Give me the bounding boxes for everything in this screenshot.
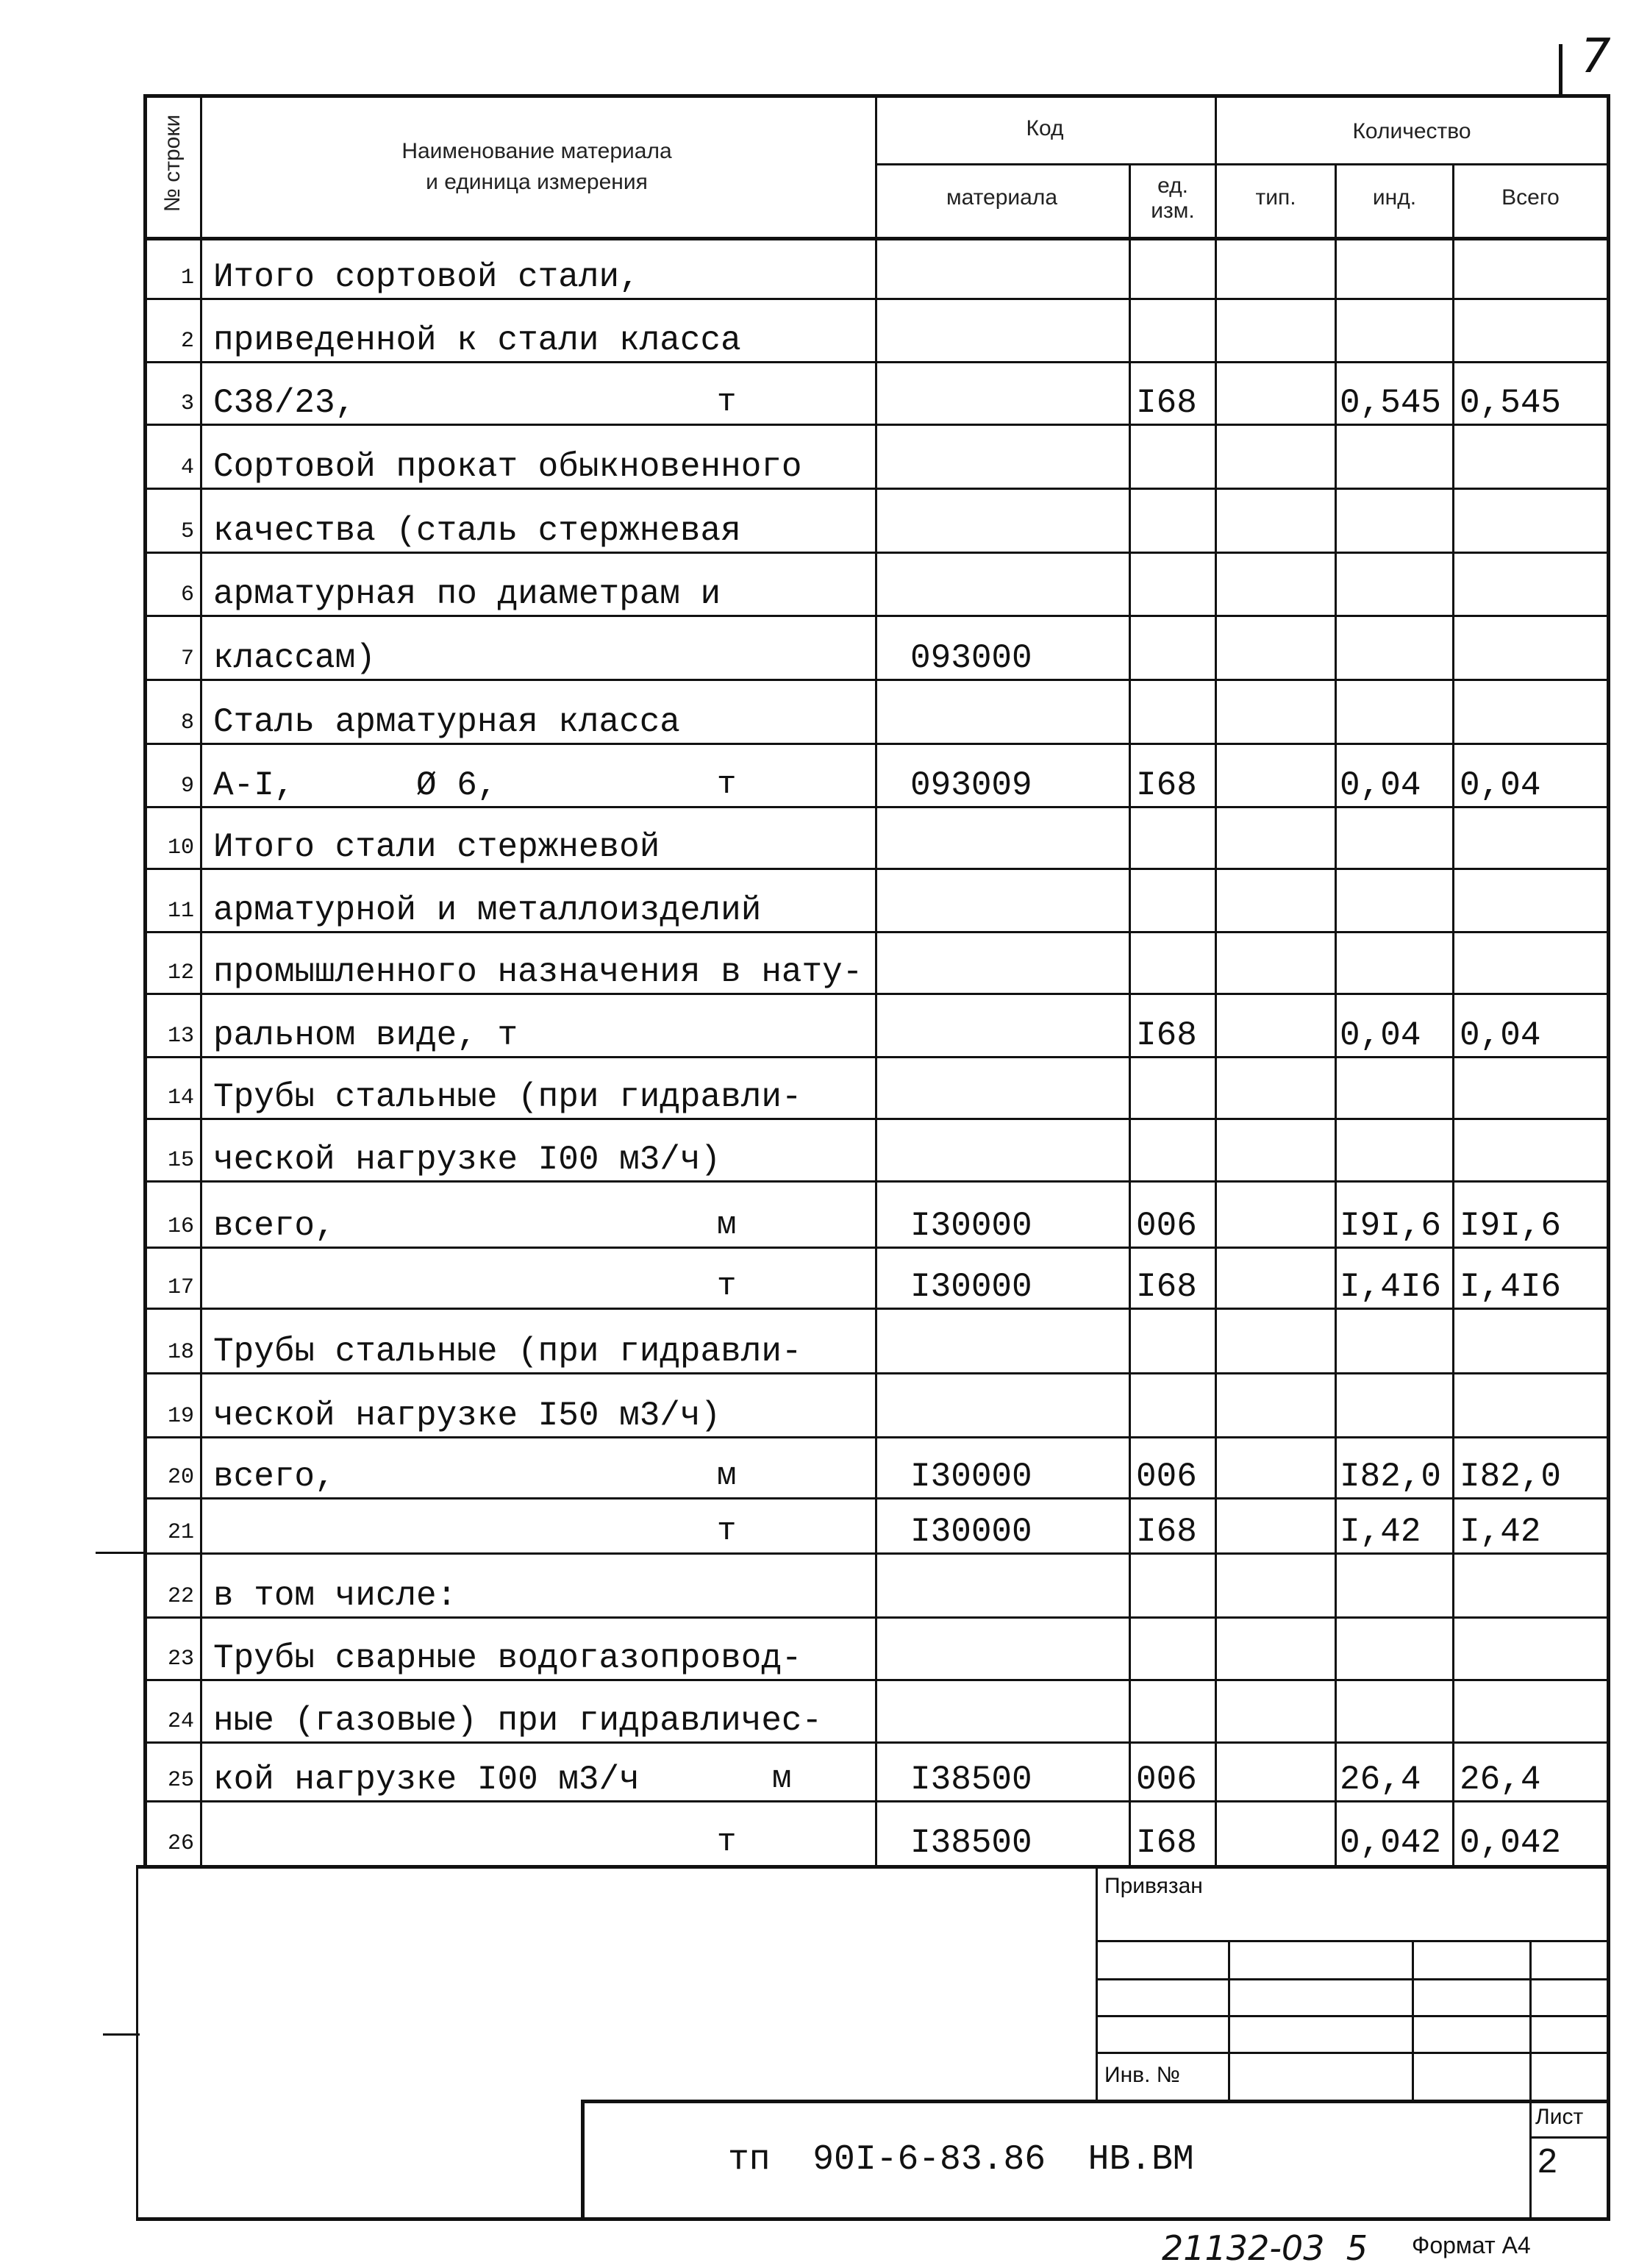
margin-mark [103, 2033, 140, 2036]
page-number: 7 [1581, 29, 1611, 84]
material-name: Итого сортовой стали, [213, 258, 640, 296]
qty-ind: I9I,6 [1340, 1207, 1442, 1245]
page-number-bar [1559, 44, 1562, 96]
row-number: 20 [167, 1465, 194, 1490]
unit-symbol: м [717, 1207, 737, 1244]
row-number: 14 [167, 1085, 194, 1110]
header-code-material: материала [946, 185, 1058, 210]
material-code: 093000 [910, 639, 1032, 677]
qty-total: 0,04 [1460, 766, 1541, 805]
qty-ind: 26,4 [1340, 1761, 1421, 1799]
material-name: всего, [213, 1207, 335, 1245]
row-divider [143, 1741, 1608, 1744]
header-qty-total: Всего [1501, 185, 1560, 210]
row-divider [143, 1436, 1608, 1438]
header-quantity: Количество [1352, 119, 1471, 143]
row-number: 9 [180, 774, 194, 799]
material-name: арматурной и металлоизделий [213, 891, 762, 930]
qty-total: 26,4 [1460, 1761, 1541, 1799]
row-number: 5 [180, 519, 194, 544]
qty-total: I,42 [1460, 1513, 1541, 1551]
material-name: Трубы стальные (при гидравли- [213, 1333, 802, 1371]
unit-symbol: т [717, 766, 737, 803]
row-divider [143, 1247, 1608, 1249]
row-divider [143, 868, 1608, 870]
row-divider [143, 1616, 1608, 1619]
row-number: 1 [180, 265, 194, 290]
sheet-label: Лист [1535, 2105, 1584, 2129]
row-number: 12 [167, 960, 194, 985]
material-name: кой нагрузке I00 м3/ч [213, 1761, 640, 1799]
material-code: I30000 [910, 1207, 1032, 1245]
qty-total: 0,04 [1460, 1016, 1541, 1055]
unit-code: I68 [1136, 384, 1197, 422]
row-number: 17 [167, 1275, 194, 1300]
unit-symbol: т [717, 1513, 737, 1550]
row-divider [143, 931, 1608, 933]
header-qty-ind: инд. [1372, 185, 1417, 210]
unit-code: 006 [1136, 1458, 1197, 1496]
unit-code: I68 [1136, 1268, 1197, 1306]
row-divider [143, 1552, 1608, 1555]
material-code: I30000 [910, 1513, 1032, 1551]
qty-ind: 0,042 [1340, 1824, 1442, 1862]
header-qty-typ: тип. [1255, 185, 1296, 210]
row-number: 24 [167, 1709, 194, 1734]
material-name: Трубы сварные водогазопровод- [213, 1639, 802, 1677]
inv-no-label: Инв. № [1104, 2063, 1180, 2087]
margin-mark [96, 1552, 147, 1554]
unit-code: 006 [1136, 1761, 1197, 1799]
material-name: Сталь арматурная класса [213, 703, 680, 741]
row-number: 18 [167, 1340, 194, 1365]
unit-code: I68 [1136, 1824, 1197, 1862]
row-number: 15 [167, 1148, 194, 1173]
row-divider [143, 1372, 1608, 1374]
row-number: 10 [167, 835, 194, 860]
unit-code: I68 [1136, 1016, 1197, 1055]
row-number: 23 [167, 1647, 194, 1672]
material-name: ческой нагрузке I50 м3/ч) [213, 1397, 721, 1435]
material-name: приведенной к стали класса [213, 321, 741, 360]
row-divider [143, 1056, 1608, 1058]
qty-total: 0,545 [1460, 384, 1562, 422]
qty-total: I9I,6 [1460, 1207, 1562, 1245]
row-divider [143, 1308, 1608, 1310]
material-name: Сортовой прокат обыкновенного [213, 448, 802, 486]
row-divider [143, 1497, 1608, 1499]
material-name: в том числе: [213, 1577, 457, 1615]
row-number: 6 [180, 582, 194, 607]
qty-ind: 0,545 [1340, 384, 1442, 422]
material-name: арматурная по диаметрам и [213, 575, 721, 613]
material-name: качества (сталь стержневая [213, 512, 741, 550]
row-divider [143, 488, 1608, 490]
unit-code: I68 [1136, 766, 1197, 805]
material-name: Итого стали стержневой [213, 828, 660, 866]
material-name: Трубы стальные (при гидравли- [213, 1078, 802, 1116]
row-divider [143, 552, 1608, 554]
unit-symbol: м [717, 1458, 737, 1494]
row-number: 25 [167, 1768, 194, 1793]
qty-total: 0,042 [1460, 1824, 1562, 1862]
material-name: всего, [213, 1458, 335, 1496]
material-name: ральном виде, т [213, 1016, 518, 1055]
material-name: ные (газовые) при гидравличес- [213, 1702, 823, 1740]
row-divider [143, 1679, 1608, 1681]
material-name: промышленного назначения в нату- [213, 953, 863, 991]
row-divider [143, 424, 1608, 426]
unit-symbol: т [717, 384, 737, 421]
material-name: классам) [213, 639, 376, 677]
material-name: А-I, Ø 6, [213, 766, 498, 805]
row-number: 3 [180, 391, 194, 416]
material-code: I30000 [910, 1268, 1032, 1306]
row-divider [143, 993, 1608, 995]
header-row-number: № строки [160, 114, 185, 213]
row-divider [143, 1800, 1608, 1802]
row-divider [143, 361, 1608, 363]
row-number: 16 [167, 1214, 194, 1239]
material-code: I38500 [910, 1824, 1032, 1862]
header-code-unit: ед. изм. [1151, 174, 1195, 223]
material-name: С38/23, [213, 384, 356, 422]
qty-ind: I82,0 [1340, 1458, 1442, 1496]
privyazan-label: Привязан [1104, 1874, 1203, 1898]
format-label: Формат А4 [1412, 2232, 1531, 2258]
unit-symbol: т [717, 1824, 737, 1861]
row-number: 13 [167, 1024, 194, 1049]
row-divider [143, 615, 1608, 617]
qty-ind: I,42 [1340, 1513, 1421, 1551]
row-divider [143, 1118, 1608, 1120]
qty-ind: I,4I6 [1340, 1268, 1442, 1306]
row-divider [143, 806, 1608, 808]
row-divider [143, 743, 1608, 745]
unit-code: 006 [1136, 1207, 1197, 1245]
row-number: 26 [167, 1831, 194, 1856]
unit-symbol: т [717, 1268, 737, 1305]
header-material-name: Наименование материала и единица измерения [401, 139, 672, 194]
row-number: 4 [180, 455, 194, 480]
row-number: 11 [167, 899, 194, 924]
material-code: 093009 [910, 766, 1032, 805]
row-number: 2 [180, 329, 194, 354]
handwritten-number: 21132-03 5 [1162, 2228, 1368, 2268]
unit-symbol: м [772, 1761, 792, 1797]
row-divider [143, 679, 1608, 681]
row-number: 8 [180, 710, 194, 735]
qty-total: I82,0 [1460, 1458, 1562, 1496]
row-divider [143, 1180, 1608, 1183]
qty-ind: 0,04 [1340, 766, 1421, 805]
unit-code: I68 [1136, 1513, 1197, 1551]
sheet-number: 2 [1537, 2144, 1558, 2183]
row-number: 22 [167, 1584, 194, 1609]
row-divider [143, 298, 1608, 300]
header-code: Код [1026, 116, 1064, 140]
document-designation: тп 90I-6-83.86 НВ.ВМ [728, 2140, 1194, 2180]
qty-total: I,4I6 [1460, 1268, 1562, 1306]
row-number: 7 [180, 646, 194, 671]
material-code: I30000 [910, 1458, 1032, 1496]
qty-ind: 0,04 [1340, 1016, 1421, 1055]
row-number: 19 [167, 1404, 194, 1429]
row-number: 21 [167, 1520, 194, 1545]
material-name: ческой нагрузке I00 м3/ч) [213, 1141, 721, 1179]
material-code: I38500 [910, 1761, 1032, 1799]
